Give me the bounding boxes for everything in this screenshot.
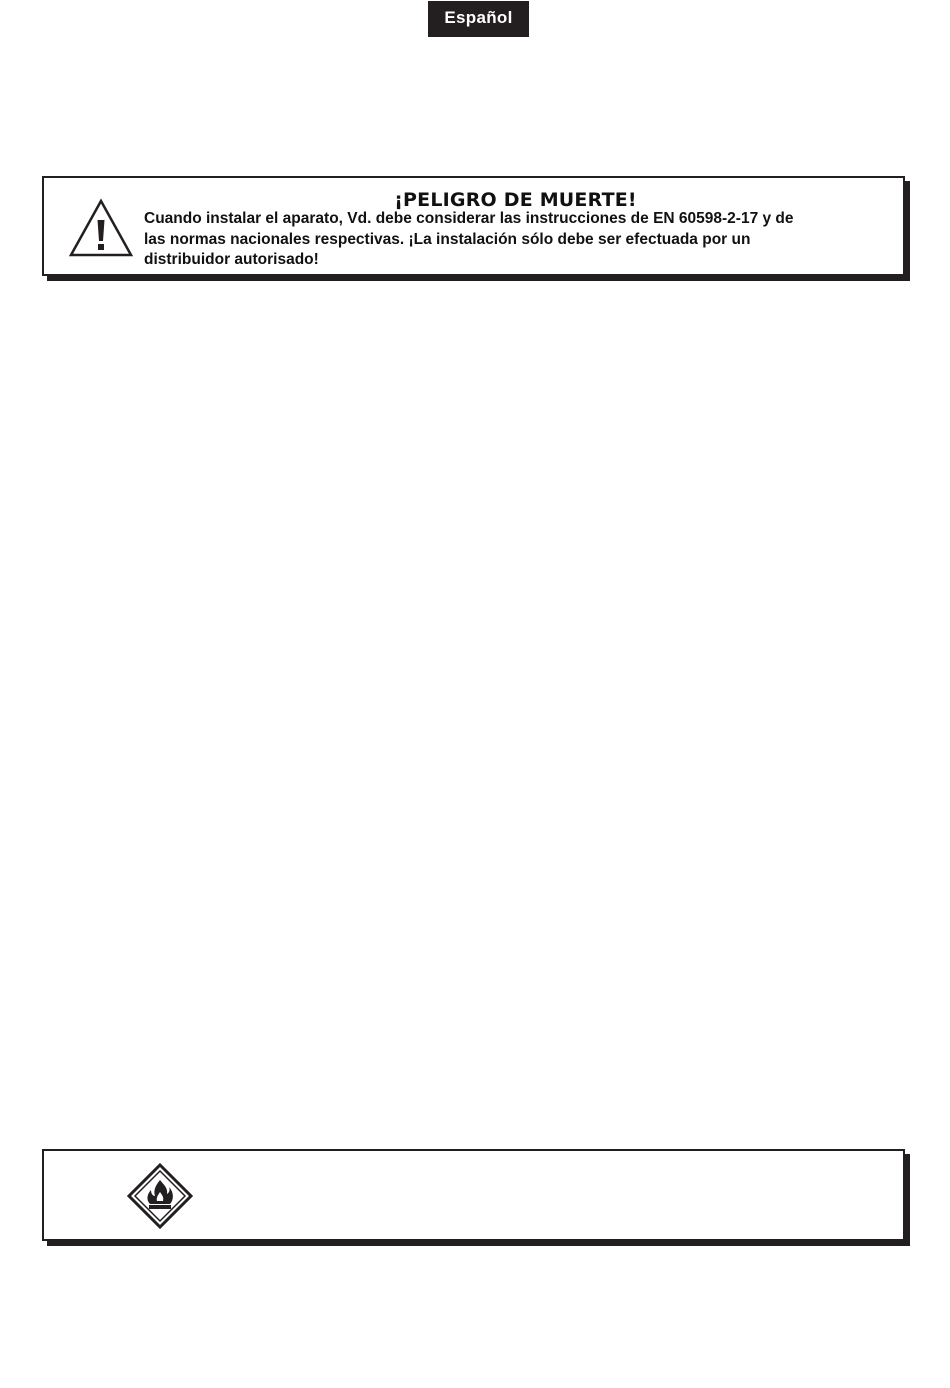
danger-title: ¡PELIGRO DE MUERTE! xyxy=(394,189,637,211)
language-badge: Español xyxy=(428,1,529,37)
danger-notice-box xyxy=(42,176,905,276)
flammable-diamond-icon xyxy=(127,1163,193,1229)
danger-body-text: Cuando instalar el aparato, Vd. debe considerar las instrucciones de EN 60598-2-17 y de las normas nacionales respectivas. ¡La instalación sólo debe ser efectuada por un distribuidor autorisado! xyxy=(144,210,794,268)
fire-notice-box xyxy=(42,1149,905,1241)
